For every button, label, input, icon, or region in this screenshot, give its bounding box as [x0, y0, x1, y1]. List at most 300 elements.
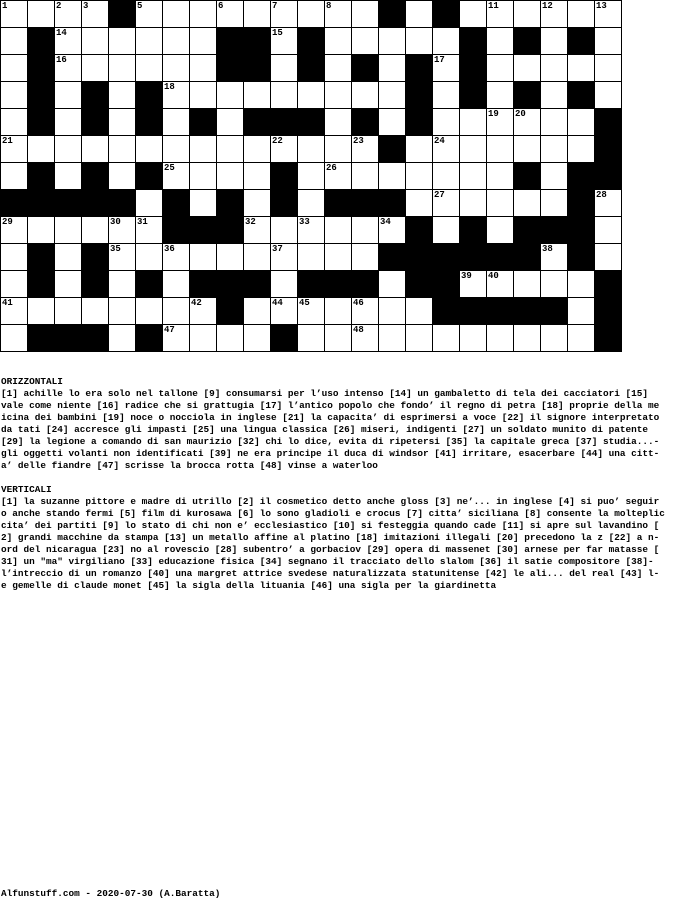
- grid-cell[interactable]: [352, 244, 378, 270]
- grid-cell[interactable]: [28, 217, 54, 243]
- down-heading: VERTICALI: [1, 484, 52, 495]
- grid-cell[interactable]: [406, 28, 432, 54]
- grid-cell[interactable]: [190, 163, 216, 189]
- grid-cell[interactable]: [190, 325, 216, 351]
- grid-cell[interactable]: [325, 163, 351, 189]
- grid-cell[interactable]: [109, 82, 135, 108]
- grid-cell[interactable]: [55, 82, 81, 108]
- grid-cell[interactable]: [55, 244, 81, 270]
- grid-cell[interactable]: [541, 325, 567, 351]
- clue-number: 41: [2, 298, 13, 308]
- grid-cell[interactable]: [325, 109, 351, 135]
- clues-section: [1, 376, 700, 592]
- grid-cell[interactable]: [433, 163, 459, 189]
- grid-cell[interactable]: [55, 163, 81, 189]
- grid-cell-black: [82, 244, 108, 270]
- grid-cell[interactable]: [1, 55, 27, 81]
- grid-cell[interactable]: [541, 109, 567, 135]
- grid-cell-black: [568, 190, 594, 216]
- grid-cell-black: [460, 82, 486, 108]
- grid-cell[interactable]: [217, 1, 243, 27]
- grid-cell[interactable]: [541, 1, 567, 27]
- grid-cell-black: [136, 325, 162, 351]
- grid-cell[interactable]: [433, 28, 459, 54]
- grid-cell-black: [109, 1, 135, 27]
- down-clue-line: [1] la suzanne pittore e madre di utrillo [2] il cosmetico detto anche gloss [3] ne’... in inglese [4] si puo’ seguir: [1, 496, 660, 507]
- grid-cell[interactable]: [595, 190, 621, 216]
- grid-cell[interactable]: [379, 217, 405, 243]
- grid-cell[interactable]: [487, 190, 513, 216]
- grid-cell[interactable]: [406, 298, 432, 324]
- grid-cell[interactable]: [82, 298, 108, 324]
- grid-cell[interactable]: [244, 1, 270, 27]
- grid-cell-black: [298, 55, 324, 81]
- clue-number: 1: [2, 1, 8, 11]
- clue-number: 47: [164, 325, 175, 335]
- grid-cell[interactable]: [352, 136, 378, 162]
- grid-cell[interactable]: [244, 163, 270, 189]
- grid-cell-black: [82, 190, 108, 216]
- grid-cell[interactable]: [217, 136, 243, 162]
- grid-cell[interactable]: [514, 190, 540, 216]
- grid-cell[interactable]: [460, 271, 486, 297]
- grid-cell-black: [433, 244, 459, 270]
- grid-cell[interactable]: [379, 163, 405, 189]
- clue-number: 5: [137, 1, 143, 11]
- grid-cell[interactable]: [568, 325, 594, 351]
- grid-cell[interactable]: [28, 1, 54, 27]
- clue-number: 48: [353, 325, 364, 335]
- grid-cell[interactable]: [109, 325, 135, 351]
- grid-cell[interactable]: [271, 1, 297, 27]
- grid-cell[interactable]: [82, 217, 108, 243]
- grid-cell[interactable]: [244, 298, 270, 324]
- clue-number: 26: [326, 163, 337, 173]
- grid-cell[interactable]: [244, 217, 270, 243]
- grid-cell[interactable]: [433, 217, 459, 243]
- grid-cell[interactable]: [325, 217, 351, 243]
- grid-cell[interactable]: [163, 325, 189, 351]
- grid-cell[interactable]: [190, 28, 216, 54]
- grid-cell[interactable]: [271, 271, 297, 297]
- grid-cell-black: [190, 217, 216, 243]
- grid-cell[interactable]: [217, 163, 243, 189]
- grid-cell[interactable]: [541, 244, 567, 270]
- grid-cell[interactable]: [1, 298, 27, 324]
- down-clue-line: cita’ dei partiti [9] lo stato di chi non e’ ecclesiastico [10] si festeggia quando cade [11] si apre sul lavandino [: [1, 520, 660, 531]
- grid-cell[interactable]: [55, 217, 81, 243]
- grid-cell[interactable]: [514, 325, 540, 351]
- clue-number: 16: [56, 55, 67, 65]
- grid-cell[interactable]: [163, 109, 189, 135]
- grid-cell[interactable]: [163, 55, 189, 81]
- down-clue-line: 2] grandi macchine da stampa [13] un metallo affine al platino [18] imitazioni illegali [20] precedono la z [22] a n-: [1, 532, 660, 543]
- grid-cell[interactable]: [109, 271, 135, 297]
- grid-cell[interactable]: [163, 136, 189, 162]
- grid-cell[interactable]: [109, 217, 135, 243]
- grid-cell[interactable]: [325, 55, 351, 81]
- down-clue-line: e gemelle di claude monet [45] la sigla della lituania [46] una sigla per la giardinetta: [1, 580, 497, 591]
- grid-cell[interactable]: [190, 136, 216, 162]
- grid-cell[interactable]: [325, 136, 351, 162]
- grid-cell[interactable]: [55, 136, 81, 162]
- grid-cell[interactable]: [109, 55, 135, 81]
- grid-cell-black: [217, 28, 243, 54]
- grid-cell[interactable]: [541, 163, 567, 189]
- grid-cell[interactable]: [55, 271, 81, 297]
- grid-cell-black: [325, 271, 351, 297]
- grid-cell[interactable]: [379, 109, 405, 135]
- grid-cell[interactable]: [406, 136, 432, 162]
- grid-cell-black: [190, 271, 216, 297]
- grid-cell-black: [514, 298, 540, 324]
- grid-cell-black: [352, 55, 378, 81]
- grid-cell[interactable]: [298, 325, 324, 351]
- grid-cell[interactable]: [163, 163, 189, 189]
- grid-cell[interactable]: [217, 82, 243, 108]
- down-clue-line: ord del nicaragua [23] no al rovescio [28] subentro’ a gorbaciov [29] opera di massenet [30] arnese per far matasse [: [1, 544, 660, 555]
- grid-cell[interactable]: [136, 28, 162, 54]
- grid-cell[interactable]: [82, 28, 108, 54]
- grid-cell-black: [217, 217, 243, 243]
- clue-number: 21: [2, 136, 13, 146]
- grid-cell[interactable]: [514, 271, 540, 297]
- grid-cell[interactable]: [514, 136, 540, 162]
- grid-cell[interactable]: [55, 28, 81, 54]
- grid-cell[interactable]: [595, 217, 621, 243]
- grid-cell[interactable]: [136, 217, 162, 243]
- footer-credit: Alfunstuff.com - 2020-07-30 (A.Baratta): [1, 888, 221, 899]
- grid-cell[interactable]: [136, 55, 162, 81]
- grid-cell[interactable]: [433, 55, 459, 81]
- grid-cell[interactable]: [487, 271, 513, 297]
- grid-cell-black: [244, 109, 270, 135]
- grid-cell[interactable]: [1, 28, 27, 54]
- grid-cell[interactable]: [190, 82, 216, 108]
- grid-cell-black: [460, 28, 486, 54]
- grid-cell[interactable]: [595, 1, 621, 27]
- grid-cell-black: [163, 217, 189, 243]
- grid-cell-black: [82, 163, 108, 189]
- grid-cell[interactable]: [325, 244, 351, 270]
- grid-cell[interactable]: [352, 82, 378, 108]
- grid-cell[interactable]: [460, 136, 486, 162]
- grid-cell[interactable]: [190, 298, 216, 324]
- grid-cell[interactable]: [514, 55, 540, 81]
- grid-cell-black: [82, 271, 108, 297]
- grid-cell[interactable]: [541, 190, 567, 216]
- grid-cell-black: [28, 28, 54, 54]
- grid-cell[interactable]: [514, 1, 540, 27]
- grid-cell[interactable]: [244, 325, 270, 351]
- grid-cell[interactable]: [379, 325, 405, 351]
- grid-cell[interactable]: [55, 109, 81, 135]
- grid-cell[interactable]: [595, 82, 621, 108]
- grid-cell[interactable]: [163, 244, 189, 270]
- grid-cell[interactable]: [379, 271, 405, 297]
- grid-cell[interactable]: [163, 1, 189, 27]
- down-clue-line: l’intreccio di un romanzo [40] una margret attrice svedese naturalizzata statunitense [42] le ali... del real [43] l-: [1, 568, 660, 579]
- grid-cell[interactable]: [190, 55, 216, 81]
- clue-number: 30: [110, 217, 121, 227]
- across-heading: ORIZZONTALI: [1, 376, 63, 387]
- grid-cell[interactable]: [271, 82, 297, 108]
- clue-number: 2: [56, 1, 62, 11]
- grid-cell[interactable]: [487, 28, 513, 54]
- grid-cell-black: [568, 217, 594, 243]
- grid-cell-black: [298, 109, 324, 135]
- grid-cell[interactable]: [163, 298, 189, 324]
- grid-cell[interactable]: [460, 190, 486, 216]
- grid-cell[interactable]: [1, 82, 27, 108]
- grid-cell[interactable]: [271, 28, 297, 54]
- grid-cell[interactable]: [136, 244, 162, 270]
- grid-cell-black: [82, 82, 108, 108]
- grid-cell[interactable]: [136, 190, 162, 216]
- grid-cell[interactable]: [298, 190, 324, 216]
- grid-cell[interactable]: [541, 55, 567, 81]
- grid-cell[interactable]: [325, 325, 351, 351]
- grid-cell-black: [406, 55, 432, 81]
- grid-cell-black: [406, 244, 432, 270]
- grid-cell-black: [271, 109, 297, 135]
- grid-cell-black: [595, 136, 621, 162]
- grid-cell[interactable]: [190, 244, 216, 270]
- grid-cell[interactable]: [568, 271, 594, 297]
- grid-cell-black: [136, 109, 162, 135]
- grid-cell[interactable]: [1, 163, 27, 189]
- clue-number: 36: [164, 244, 175, 254]
- grid-cell[interactable]: [595, 55, 621, 81]
- grid-cell[interactable]: [271, 298, 297, 324]
- grid-cell[interactable]: [487, 1, 513, 27]
- grid-cell[interactable]: [1, 244, 27, 270]
- grid-cell-black: [55, 190, 81, 216]
- grid-cell[interactable]: [163, 28, 189, 54]
- grid-cell[interactable]: [487, 217, 513, 243]
- grid-cell-black: [433, 1, 459, 27]
- grid-cell[interactable]: [325, 82, 351, 108]
- grid-cell[interactable]: [1, 271, 27, 297]
- grid-cell[interactable]: [379, 82, 405, 108]
- down-clue-line: 31] un "ma" virgiliano [33] educazione fisica [34] segnano il tracciato dello slalom [36] il satie compositore [38]-: [1, 556, 654, 567]
- grid-cell[interactable]: [487, 163, 513, 189]
- grid-cell[interactable]: [298, 244, 324, 270]
- grid-cell[interactable]: [433, 82, 459, 108]
- grid-cell[interactable]: [217, 325, 243, 351]
- grid-cell[interactable]: [28, 136, 54, 162]
- grid-cell-black: [514, 217, 540, 243]
- grid-cell[interactable]: [541, 271, 567, 297]
- grid-cell[interactable]: [82, 1, 108, 27]
- grid-cell[interactable]: [244, 136, 270, 162]
- clue-number: 11: [488, 1, 499, 11]
- grid-cell[interactable]: [271, 136, 297, 162]
- clue-number: 38: [542, 244, 553, 254]
- grid-cell[interactable]: [460, 325, 486, 351]
- grid-cell[interactable]: [217, 244, 243, 270]
- grid-cell[interactable]: [325, 1, 351, 27]
- grid-cell-black: [595, 325, 621, 351]
- grid-cell[interactable]: [109, 136, 135, 162]
- grid-cell[interactable]: [217, 109, 243, 135]
- clue-number: 35: [110, 244, 121, 254]
- grid-cell[interactable]: [487, 55, 513, 81]
- grid-cell[interactable]: [568, 55, 594, 81]
- grid-cell-black: [28, 82, 54, 108]
- grid-cell[interactable]: [406, 190, 432, 216]
- grid-cell[interactable]: [595, 244, 621, 270]
- grid-cell-black: [28, 55, 54, 81]
- clue-number: 40: [488, 271, 499, 281]
- grid-cell[interactable]: [244, 82, 270, 108]
- clue-number: 20: [515, 109, 526, 119]
- grid-cell-black: [55, 325, 81, 351]
- grid-cell[interactable]: [163, 82, 189, 108]
- across-clue-line: da tati [24] accresce gli impasti [25] una lingua classica [26] miseri, indigenti [27] un soldato munito di patente: [1, 424, 648, 435]
- grid-cell[interactable]: [298, 82, 324, 108]
- grid-cell[interactable]: [55, 55, 81, 81]
- clue-number: 28: [596, 190, 607, 200]
- grid-cell[interactable]: [1, 136, 27, 162]
- grid-cell-black: [1, 190, 27, 216]
- grid-cell[interactable]: [109, 28, 135, 54]
- grid-cell[interactable]: [541, 82, 567, 108]
- grid-cell[interactable]: [298, 1, 324, 27]
- grid-cell[interactable]: [271, 244, 297, 270]
- grid-cell[interactable]: [379, 28, 405, 54]
- grid-cell[interactable]: [1, 1, 27, 27]
- grid-cell[interactable]: [109, 244, 135, 270]
- grid-cell[interactable]: [541, 28, 567, 54]
- clue-number: 42: [191, 298, 202, 308]
- clue-number: 18: [164, 82, 175, 92]
- grid-cell[interactable]: [298, 163, 324, 189]
- grid-cell[interactable]: [514, 109, 540, 135]
- grid-cell[interactable]: [190, 1, 216, 27]
- grid-cell[interactable]: [406, 1, 432, 27]
- grid-cell[interactable]: [352, 163, 378, 189]
- grid-cell[interactable]: [433, 109, 459, 135]
- clue-number: 39: [461, 271, 472, 281]
- grid-cell[interactable]: [109, 298, 135, 324]
- grid-cell[interactable]: [487, 109, 513, 135]
- grid-cell[interactable]: [433, 325, 459, 351]
- clue-number: 37: [272, 244, 283, 254]
- grid-cell[interactable]: [568, 109, 594, 135]
- across-clue-line: [1] achille lo era solo nel tallone [9] consumarsi per l’uso intenso [14] un gambaletto di tela dei cacciatori [15]: [1, 388, 648, 399]
- grid-cell[interactable]: [82, 136, 108, 162]
- grid-cell[interactable]: [28, 298, 54, 324]
- clue-number: 33: [299, 217, 310, 227]
- grid-cell[interactable]: [109, 163, 135, 189]
- clue-number: 22: [272, 136, 283, 146]
- grid-cell[interactable]: [487, 82, 513, 108]
- grid-cell[interactable]: [352, 28, 378, 54]
- grid-cell[interactable]: [1, 325, 27, 351]
- grid-cell-black: [406, 217, 432, 243]
- grid-cell[interactable]: [271, 55, 297, 81]
- grid-cell[interactable]: [55, 1, 81, 27]
- grid-cell[interactable]: [1, 109, 27, 135]
- grid-cell[interactable]: [136, 1, 162, 27]
- clue-number: 14: [56, 28, 67, 38]
- grid-cell-black: [136, 163, 162, 189]
- grid-cell[interactable]: [568, 298, 594, 324]
- grid-cell[interactable]: [298, 217, 324, 243]
- grid-cell[interactable]: [460, 1, 486, 27]
- grid-cell[interactable]: [352, 217, 378, 243]
- clue-number: 23: [353, 136, 364, 146]
- grid-cell[interactable]: [244, 190, 270, 216]
- grid-cell[interactable]: [406, 163, 432, 189]
- clue-number: 8: [326, 1, 332, 11]
- grid-cell-black: [352, 190, 378, 216]
- grid-cell-black: [379, 136, 405, 162]
- grid-cell-black: [352, 271, 378, 297]
- grid-cell[interactable]: [163, 271, 189, 297]
- grid-cell-black: [406, 82, 432, 108]
- grid-cell-black: [271, 163, 297, 189]
- grid-cell[interactable]: [460, 163, 486, 189]
- clue-number: 12: [542, 1, 553, 11]
- grid-cell[interactable]: [325, 298, 351, 324]
- grid-cell[interactable]: [298, 298, 324, 324]
- grid-cell[interactable]: [568, 1, 594, 27]
- grid-cell-black: [325, 190, 351, 216]
- grid-cell[interactable]: [1, 217, 27, 243]
- grid-cell-black: [487, 298, 513, 324]
- grid-cell[interactable]: [271, 217, 297, 243]
- grid-cell[interactable]: [379, 298, 405, 324]
- grid-cell-black: [433, 298, 459, 324]
- grid-cell-black: [28, 109, 54, 135]
- grid-cell[interactable]: [55, 298, 81, 324]
- grid-cell[interactable]: [298, 136, 324, 162]
- grid-cell[interactable]: [136, 298, 162, 324]
- clue-number: 25: [164, 163, 175, 173]
- grid-cell-black: [298, 28, 324, 54]
- clue-number: 31: [137, 217, 148, 227]
- grid-cell[interactable]: [244, 244, 270, 270]
- grid-cell[interactable]: [433, 190, 459, 216]
- grid-cell[interactable]: [406, 325, 432, 351]
- grid-cell[interactable]: [487, 325, 513, 351]
- grid-cell-black: [217, 298, 243, 324]
- grid-cell[interactable]: [136, 136, 162, 162]
- grid-cell[interactable]: [433, 136, 459, 162]
- grid-cell[interactable]: [595, 28, 621, 54]
- across-clue-line: [29] la legione a comando di san maurizio [32] chi lo dice, evita di ripetersi [35] la capitale greca [37] studia...-: [1, 436, 660, 447]
- grid-cell[interactable]: [352, 298, 378, 324]
- grid-cell[interactable]: [352, 325, 378, 351]
- grid-cell[interactable]: [379, 55, 405, 81]
- grid-cell[interactable]: [109, 109, 135, 135]
- grid-cell[interactable]: [190, 190, 216, 216]
- grid-cell[interactable]: [541, 136, 567, 162]
- grid-cell-black: [298, 271, 324, 297]
- grid-cell[interactable]: [460, 109, 486, 135]
- grid-cell-black: [460, 217, 486, 243]
- grid-cell[interactable]: [325, 28, 351, 54]
- grid-cell[interactable]: [568, 136, 594, 162]
- grid-cell-black: [460, 55, 486, 81]
- down-clues: [1, 496, 700, 592]
- clue-number: 32: [245, 217, 256, 227]
- grid-cell[interactable]: [487, 136, 513, 162]
- grid-cell[interactable]: [82, 55, 108, 81]
- grid-cell[interactable]: [352, 1, 378, 27]
